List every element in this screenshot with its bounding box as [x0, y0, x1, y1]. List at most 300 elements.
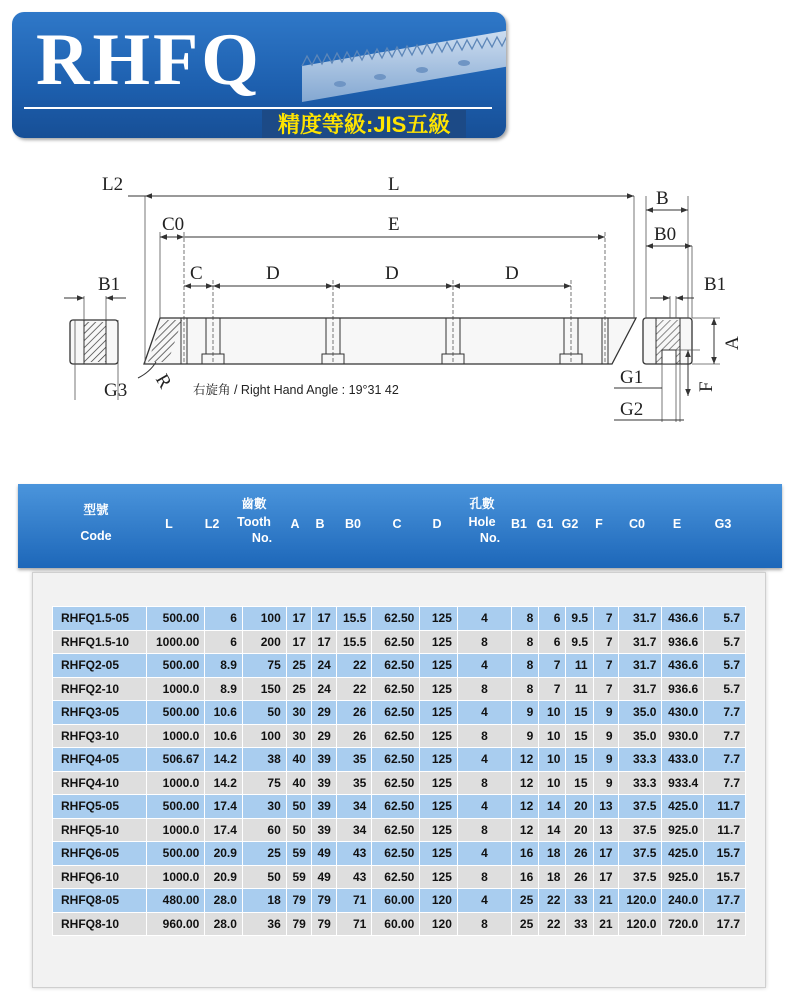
table-cell: 100 — [242, 607, 286, 631]
table-cell: 50 — [286, 818, 311, 842]
table-cell: 33 — [566, 912, 593, 936]
table-cell: 39 — [311, 771, 336, 795]
table-cell: 7 — [593, 677, 618, 701]
table-cell: 34 — [336, 818, 371, 842]
th-code-en: Code — [80, 529, 112, 543]
table-cell: 6 — [539, 630, 566, 654]
table-cell: 15.7 — [704, 865, 746, 889]
table-cell: 7 — [593, 607, 618, 631]
table-row — [53, 912, 746, 936]
table-row — [53, 748, 746, 772]
table-cell: 7.7 — [704, 701, 746, 725]
table-cell: 28.0 — [205, 912, 243, 936]
table-cell: 125 — [420, 654, 458, 678]
table-cell: 17 — [311, 607, 336, 631]
table-cell: 11 — [566, 654, 593, 678]
table-cell: 125 — [420, 630, 458, 654]
table-cell: 71 — [336, 912, 371, 936]
table-cell: 16 — [512, 865, 539, 889]
th-L2: L2 — [204, 517, 220, 531]
table-cell: 436.6 — [662, 654, 704, 678]
table-cell: 1000.0 — [146, 818, 204, 842]
table-cell: 62.50 — [372, 842, 420, 866]
table-cell: 125 — [420, 724, 458, 748]
table-cell: 71 — [336, 889, 371, 913]
th-G1: G1 — [536, 517, 554, 531]
table-cell: 125 — [420, 607, 458, 631]
th-hole-en2: No. — [479, 531, 501, 545]
table-cell: 9 — [512, 701, 539, 725]
table-cell: 425.0 — [662, 842, 704, 866]
table-cell: 30 — [286, 724, 311, 748]
table-cell: 31.7 — [618, 677, 662, 701]
table-cell: 6 — [205, 607, 243, 631]
table-cell: 15.5 — [336, 630, 371, 654]
label-G3: G3 — [104, 380, 128, 401]
label-L2: L2 — [102, 174, 124, 195]
table-row — [53, 701, 746, 725]
th-A: A — [290, 517, 300, 531]
table-cell: 21 — [593, 912, 618, 936]
table-cell: 125 — [420, 818, 458, 842]
table-cell: 15 — [566, 748, 593, 772]
table-cell: 9 — [593, 724, 618, 748]
table-cell: 10.6 — [205, 701, 243, 725]
table-cell: 436.6 — [662, 607, 704, 631]
table-cell: 200 — [242, 630, 286, 654]
cell-code: RHFQ2-10 — [53, 677, 147, 701]
cell-code: RHFQ6-10 — [53, 865, 147, 889]
label-B1-right: B1 — [704, 274, 727, 295]
table-cell: 14 — [539, 795, 566, 819]
table-cell: 10 — [539, 771, 566, 795]
table-cell: 12 — [512, 748, 539, 772]
table-cell: 8 — [457, 865, 511, 889]
cell-code: RHFQ2-05 — [53, 654, 147, 678]
table-cell: 38 — [242, 748, 286, 772]
cell-code: RHFQ6-05 — [53, 842, 147, 866]
table-cell: 8 — [512, 607, 539, 631]
label-D-1: D — [266, 263, 280, 284]
table-cell: 8 — [457, 630, 511, 654]
table-cell: 29 — [311, 701, 336, 725]
table-cell: 75 — [242, 654, 286, 678]
table-cell: 35.0 — [618, 724, 662, 748]
table-cell: 1000.00 — [146, 630, 204, 654]
cell-code: RHFQ1.5-10 — [53, 630, 147, 654]
table-cell: 33 — [566, 889, 593, 913]
label-R: R — [150, 370, 176, 393]
table-cell: 17.4 — [205, 795, 243, 819]
th-F: F — [595, 517, 603, 531]
table-cell: 8 — [512, 654, 539, 678]
table-cell: 125 — [420, 795, 458, 819]
table-cell: 17.7 — [704, 889, 746, 913]
table-cell: 11 — [566, 677, 593, 701]
cell-code: RHFQ4-10 — [53, 771, 147, 795]
table-cell: 9 — [593, 771, 618, 795]
table-cell: 62.50 — [372, 795, 420, 819]
th-B1: B1 — [511, 517, 527, 531]
table-cell: 150 — [242, 677, 286, 701]
table-cell: 24 — [311, 677, 336, 701]
table-cell: 17 — [593, 842, 618, 866]
table-cell: 79 — [286, 889, 311, 913]
table-cell: 925.0 — [662, 818, 704, 842]
table-cell: 60.00 — [372, 889, 420, 913]
table-cell: 8 — [457, 724, 511, 748]
table-cell: 18 — [242, 889, 286, 913]
table-cell: 43 — [336, 865, 371, 889]
table-row — [53, 889, 746, 913]
th-B0: B0 — [345, 517, 361, 531]
table-cell: 33.3 — [618, 748, 662, 772]
table-cell: 960.00 — [146, 912, 204, 936]
table-cell: 125 — [420, 677, 458, 701]
table-cell: 8.9 — [205, 654, 243, 678]
table-cell: 26 — [566, 842, 593, 866]
gear-rack-illustration — [292, 20, 506, 102]
table-cell: 31.7 — [618, 607, 662, 631]
table-cell: 35 — [336, 771, 371, 795]
table-cell: 125 — [420, 771, 458, 795]
table-cell: 430.0 — [662, 701, 704, 725]
table-cell: 26 — [566, 865, 593, 889]
table-cell: 7 — [593, 630, 618, 654]
table-cell: 7 — [539, 677, 566, 701]
table-cell: 125 — [420, 865, 458, 889]
table-cell: 9.5 — [566, 607, 593, 631]
spec-table — [52, 606, 746, 936]
table-cell: 37.5 — [618, 865, 662, 889]
table-cell: 9 — [593, 701, 618, 725]
table-cell: 22 — [336, 677, 371, 701]
table-cell: 425.0 — [662, 795, 704, 819]
table-cell: 15 — [566, 701, 593, 725]
label-D-2: D — [385, 263, 399, 284]
table-cell: 39 — [311, 748, 336, 772]
table-cell: 25 — [242, 842, 286, 866]
cell-code: RHFQ5-10 — [53, 818, 147, 842]
table-cell: 4 — [457, 607, 511, 631]
table-cell: 62.50 — [372, 607, 420, 631]
th-hole-en1: Hole — [468, 515, 496, 529]
table-cell: 8 — [512, 630, 539, 654]
table-cell: 4 — [457, 654, 511, 678]
table-cell: 13 — [593, 795, 618, 819]
table-cell: 60.00 — [372, 912, 420, 936]
table-cell: 50 — [286, 795, 311, 819]
label-B: B — [656, 188, 669, 209]
table-row — [53, 771, 746, 795]
title-banner — [12, 12, 506, 138]
th-G3: G3 — [714, 517, 732, 531]
helix-angle-note: 右旋角 / Right Hand Angle : 19°31 42 — [193, 383, 399, 397]
table-cell: 7.7 — [704, 724, 746, 748]
label-E: E — [388, 214, 400, 235]
table-cell: 8.9 — [205, 677, 243, 701]
label-F: F — [696, 381, 717, 392]
th-tooth-en1: Tooth — [237, 515, 271, 529]
table-cell: 62.50 — [372, 818, 420, 842]
th-C0: C0 — [629, 517, 645, 531]
th-L: L — [165, 517, 173, 531]
table-cell: 5.7 — [704, 607, 746, 631]
table-cell: 720.0 — [662, 912, 704, 936]
table-row — [53, 818, 746, 842]
label-B1-left: B1 — [98, 274, 121, 295]
table-cell: 40 — [286, 748, 311, 772]
technical-drawing — [0, 160, 800, 440]
cell-code: RHFQ8-10 — [53, 912, 147, 936]
table-cell: 15 — [566, 724, 593, 748]
table-cell: 18 — [539, 842, 566, 866]
table-cell: 500.00 — [146, 795, 204, 819]
table-cell: 8 — [457, 818, 511, 842]
table-cell: 125 — [420, 842, 458, 866]
table-cell: 14.2 — [205, 771, 243, 795]
cell-code: RHFQ3-10 — [53, 724, 147, 748]
table-cell: 20.9 — [205, 842, 243, 866]
table-cell: 1000.0 — [146, 771, 204, 795]
table-cell: 17 — [286, 607, 311, 631]
table-cell: 1000.0 — [146, 724, 204, 748]
table-cell: 35 — [336, 748, 371, 772]
label-A: A — [722, 336, 743, 350]
table-cell: 59 — [286, 865, 311, 889]
table-cell: 31.7 — [618, 654, 662, 678]
table-row — [53, 630, 746, 654]
table-cell: 17 — [286, 630, 311, 654]
table-cell: 75 — [242, 771, 286, 795]
table-cell: 480.00 — [146, 889, 204, 913]
table-cell: 4 — [457, 748, 511, 772]
table-row — [53, 607, 746, 631]
table-row — [53, 842, 746, 866]
table-cell: 936.6 — [662, 630, 704, 654]
table-cell: 39 — [311, 818, 336, 842]
table-cell: 22 — [539, 889, 566, 913]
table-cell: 13 — [593, 818, 618, 842]
table-cell: 36 — [242, 912, 286, 936]
table-cell: 14.2 — [205, 748, 243, 772]
table-cell: 7 — [539, 654, 566, 678]
cell-code: RHFQ8-05 — [53, 889, 147, 913]
label-D-3: D — [505, 263, 519, 284]
table-cell: 12 — [512, 795, 539, 819]
table-cell: 40 — [286, 771, 311, 795]
cell-code: RHFQ3-05 — [53, 701, 147, 725]
table-cell: 79 — [311, 889, 336, 913]
table-cell: 50 — [242, 701, 286, 725]
table-cell: 20.9 — [205, 865, 243, 889]
table-cell: 4 — [457, 701, 511, 725]
table-cell: 26 — [336, 701, 371, 725]
table-cell: 1000.0 — [146, 677, 204, 701]
table-cell: 10 — [539, 701, 566, 725]
table-cell: 8 — [457, 677, 511, 701]
accuracy-grade: 精度等級:JIS五級 — [262, 110, 466, 138]
cell-code: RHFQ4-05 — [53, 748, 147, 772]
table-cell: 30 — [242, 795, 286, 819]
table-cell: 29 — [311, 724, 336, 748]
table-cell: 433.0 — [662, 748, 704, 772]
table-cell: 4 — [457, 889, 511, 913]
table-cell: 25 — [512, 889, 539, 913]
table-cell: 506.67 — [146, 748, 204, 772]
table-cell: 30 — [286, 701, 311, 725]
table-cell: 62.50 — [372, 748, 420, 772]
table-cell: 5.7 — [704, 630, 746, 654]
table-cell: 26 — [336, 724, 371, 748]
label-C0: C0 — [162, 214, 185, 235]
table-cell: 120.0 — [618, 889, 662, 913]
table-cell: 59 — [286, 842, 311, 866]
label-B0: B0 — [654, 224, 677, 245]
table-cell: 22 — [336, 654, 371, 678]
th-code-cn: 型號 — [83, 503, 109, 517]
spec-table-header — [18, 484, 782, 568]
table-cell: 936.6 — [662, 677, 704, 701]
brand-title: RHFQ — [36, 19, 262, 101]
table-cell: 37.5 — [618, 842, 662, 866]
table-cell: 933.4 — [662, 771, 704, 795]
table-cell: 12 — [512, 771, 539, 795]
table-cell: 62.50 — [372, 701, 420, 725]
table-cell: 35.0 — [618, 701, 662, 725]
table-cell: 62.50 — [372, 677, 420, 701]
table-cell: 22 — [539, 912, 566, 936]
table-row — [53, 724, 746, 748]
table-cell: 16 — [512, 842, 539, 866]
table-cell: 9.5 — [566, 630, 593, 654]
table-row — [53, 654, 746, 678]
table-cell: 20 — [566, 818, 593, 842]
table-cell: 7.7 — [704, 748, 746, 772]
table-cell: 62.50 — [372, 630, 420, 654]
table-cell: 240.0 — [662, 889, 704, 913]
table-cell: 17 — [593, 865, 618, 889]
table-cell: 8 — [512, 677, 539, 701]
table-cell: 4 — [457, 795, 511, 819]
table-cell: 49 — [311, 865, 336, 889]
table-cell: 28.0 — [205, 889, 243, 913]
table-cell: 79 — [286, 912, 311, 936]
table-cell: 39 — [311, 795, 336, 819]
table-cell: 930.0 — [662, 724, 704, 748]
label-G2: G2 — [620, 399, 644, 420]
label-L: L — [388, 174, 400, 195]
table-cell: 17 — [311, 630, 336, 654]
table-cell: 125 — [420, 701, 458, 725]
table-cell: 10.6 — [205, 724, 243, 748]
table-cell: 500.00 — [146, 654, 204, 678]
label-C: C — [190, 263, 203, 284]
table-cell: 500.00 — [146, 842, 204, 866]
cell-code: RHFQ1.5-05 — [53, 607, 147, 631]
table-cell: 62.50 — [372, 654, 420, 678]
table-cell: 25 — [286, 677, 311, 701]
table-row — [53, 865, 746, 889]
banner-divider — [24, 107, 492, 109]
table-cell: 12 — [512, 818, 539, 842]
table-cell: 8 — [457, 771, 511, 795]
label-G1: G1 — [620, 367, 644, 388]
th-hole-cn: 孔數 — [469, 497, 495, 511]
table-cell: 60 — [242, 818, 286, 842]
table-cell: 50 — [242, 865, 286, 889]
table-cell: 43 — [336, 842, 371, 866]
table-cell: 25 — [286, 654, 311, 678]
th-B: B — [315, 517, 325, 531]
table-cell: 24 — [311, 654, 336, 678]
cell-code: RHFQ5-05 — [53, 795, 147, 819]
table-cell: 500.00 — [146, 701, 204, 725]
th-G2: G2 — [561, 517, 579, 531]
table-cell: 17.4 — [205, 818, 243, 842]
table-cell: 62.50 — [372, 724, 420, 748]
table-cell: 11.7 — [704, 795, 746, 819]
table-cell: 120 — [420, 912, 458, 936]
table-cell: 9 — [512, 724, 539, 748]
table-cell: 37.5 — [618, 795, 662, 819]
table-cell: 8 — [457, 912, 511, 936]
table-cell: 10 — [539, 748, 566, 772]
table-cell: 125 — [420, 748, 458, 772]
table-cell: 5.7 — [704, 677, 746, 701]
th-tooth-en2: No. — [251, 531, 273, 545]
rack-side-view — [128, 196, 636, 378]
table-cell: 6 — [539, 607, 566, 631]
table-cell: 34 — [336, 795, 371, 819]
table-cell: 15 — [566, 771, 593, 795]
table-cell: 25 — [512, 912, 539, 936]
table-cell: 14 — [539, 818, 566, 842]
table-cell: 10 — [539, 724, 566, 748]
table-cell: 7.7 — [704, 771, 746, 795]
table-cell: 5.7 — [704, 654, 746, 678]
table-cell: 9 — [593, 748, 618, 772]
table-cell: 17.7 — [704, 912, 746, 936]
table-cell: 21 — [593, 889, 618, 913]
table-cell: 49 — [311, 842, 336, 866]
table-cell: 4 — [457, 842, 511, 866]
table-cell: 1000.0 — [146, 865, 204, 889]
th-E: E — [672, 517, 682, 531]
table-cell: 120 — [420, 889, 458, 913]
table-cell: 6 — [205, 630, 243, 654]
table-cell: 500.00 — [146, 607, 204, 631]
table-cell: 33.3 — [618, 771, 662, 795]
table-cell: 15.5 — [336, 607, 371, 631]
th-tooth-cn: 齒數 — [241, 497, 267, 511]
table-cell: 37.5 — [618, 818, 662, 842]
table-cell: 79 — [311, 912, 336, 936]
table-cell: 120.0 — [618, 912, 662, 936]
table-cell: 15.7 — [704, 842, 746, 866]
table-row — [53, 677, 746, 701]
table-cell: 11.7 — [704, 818, 746, 842]
table-cell: 100 — [242, 724, 286, 748]
table-cell: 31.7 — [618, 630, 662, 654]
table-cell: 7 — [593, 654, 618, 678]
table-row — [53, 795, 746, 819]
th-C: C — [392, 517, 402, 531]
table-cell: 62.50 — [372, 771, 420, 795]
th-D: D — [432, 517, 442, 531]
table-cell: 18 — [539, 865, 566, 889]
table-cell: 20 — [566, 795, 593, 819]
